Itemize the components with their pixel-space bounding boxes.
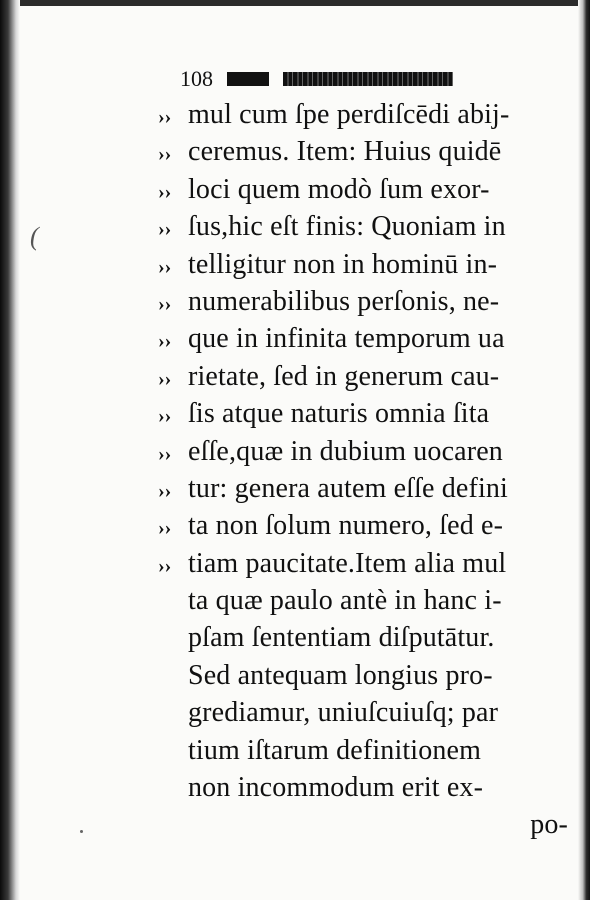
- body-text: [158, 96, 568, 844]
- line-text: rietate, ſed in generum cau-: [188, 360, 500, 392]
- ink-speck: [80, 830, 83, 833]
- quotation-marker: ››: [158, 517, 172, 540]
- text-line: [158, 246, 568, 283]
- line-text: telligitur non in hominū in-: [188, 248, 498, 280]
- text-line: [158, 358, 568, 395]
- line-text: grediamur, uniuſcuiuſq; par: [188, 697, 499, 729]
- text-line: [158, 208, 568, 245]
- quotation-marker: ››: [158, 442, 172, 465]
- catchword: po-: [530, 809, 568, 841]
- text-line: [158, 582, 568, 619]
- line-text: non incommodum erit ex-: [188, 772, 484, 804]
- text-line: [158, 320, 568, 357]
- running-head-ink-blot: [227, 72, 269, 86]
- text-line: [158, 283, 568, 320]
- line-text: tium iſtarum definitionem: [188, 734, 482, 766]
- line-text: pſam ſententiam diſputātur.: [188, 622, 495, 654]
- quotation-marker: ››: [158, 554, 172, 577]
- margin-mark: (: [30, 222, 39, 251]
- page-header: [180, 66, 453, 92]
- text-line: [158, 395, 568, 432]
- quotation-marker: ››: [158, 405, 172, 428]
- text-line: [158, 470, 568, 507]
- line-text: ta quæ paulo antè in hanc i-: [188, 585, 502, 617]
- line-text: ceremus. Item: Huius quidē: [188, 136, 502, 168]
- line-text: ta non ſolum numero, ſed e-: [188, 510, 504, 542]
- line-text: tur: genera autem eſſe defini: [188, 472, 508, 504]
- line-text: numerabilibus perſonis, ne-: [188, 285, 500, 317]
- quotation-marker: ››: [158, 180, 172, 203]
- page-right-edge: [578, 0, 590, 900]
- text-line: [158, 694, 568, 731]
- gutter-shadow: [0, 0, 20, 900]
- text-line: [158, 769, 568, 806]
- text-line: [158, 171, 568, 208]
- line-text: mul cum ſpe perdiſcēdi abij-: [188, 99, 510, 130]
- text-line: [158, 657, 568, 694]
- line-text: ſus,hic eſt finis: Quoniam in: [188, 211, 506, 243]
- text-line: [158, 619, 568, 656]
- quotation-marker: ››: [158, 106, 172, 128]
- line-text: ſis atque naturis omnia ſita: [188, 398, 490, 430]
- quotation-marker: ››: [158, 292, 172, 315]
- line-text: loci quem modò ſum exor-: [188, 173, 490, 205]
- text-line: [158, 133, 568, 170]
- text-line: [158, 732, 568, 769]
- quotation-marker: ››: [158, 218, 172, 241]
- text-line: [158, 96, 568, 133]
- line-text: tiam paucitate.Item alia mul: [188, 547, 507, 579]
- quotation-marker: ››: [158, 479, 172, 502]
- running-head-ink-blot: [283, 72, 453, 86]
- line-text: que in infinita temporum ua: [188, 323, 505, 355]
- text-line: [158, 507, 568, 544]
- text-line: [158, 433, 568, 470]
- quotation-marker: ››: [158, 255, 172, 278]
- catchword-line: [158, 806, 568, 843]
- text-line: [158, 545, 568, 582]
- quotation-marker: ››: [158, 330, 172, 353]
- line-text: eſſe,quæ in dubium uocaren: [188, 435, 503, 467]
- line-text: Sed antequam longius pro-: [188, 659, 493, 691]
- quotation-marker: ››: [158, 143, 172, 166]
- quotation-marker: ››: [158, 367, 172, 390]
- page-number: 108: [180, 66, 213, 91]
